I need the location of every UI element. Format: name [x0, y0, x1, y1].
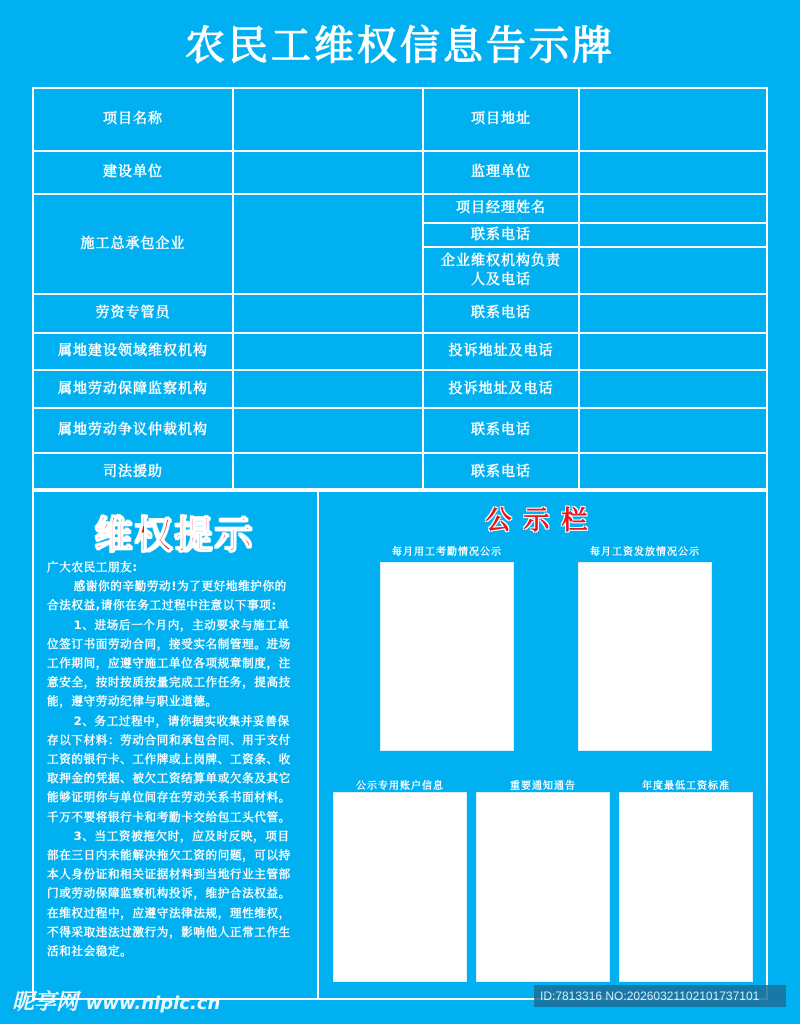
- value-local-construction-rights[interactable]: [232, 332, 424, 371]
- watermark-url: www.nipic.cn: [85, 993, 221, 1014]
- label-legal-aid: 司法援助: [32, 452, 234, 492]
- label-min-wage: 年度最低工资标准: [642, 781, 730, 792]
- label-construction-unit: 建设单位: [32, 150, 234, 195]
- label-project-address: 项目地址: [422, 87, 580, 152]
- label-project-manager: 项目经理姓名: [422, 193, 580, 224]
- label-notice: 重要通知通告: [510, 781, 576, 792]
- value-rights-person[interactable]: [578, 246, 768, 295]
- label-attendance: 每月用工考勤情况公示: [392, 547, 502, 558]
- label-contact-phone: 联系电话: [422, 452, 580, 492]
- label-rights-person: 企业维权机构负责人及电话: [422, 246, 580, 295]
- label-contact-phone: 联系电话: [422, 293, 580, 334]
- value-complaint[interactable]: [578, 369, 768, 409]
- tips-text: [47, 558, 299, 961]
- label-local-construction-rights: 属地建设领域维权机构: [32, 332, 234, 371]
- value-project-name[interactable]: [232, 87, 424, 152]
- label-complaint: 投诉地址及电话: [422, 332, 580, 371]
- value-local-labor-inspection[interactable]: [232, 369, 424, 409]
- value-contact-phone[interactable]: [578, 293, 768, 334]
- label-complaint: 投诉地址及电话: [422, 369, 580, 409]
- label-contact-phone: 联系电话: [422, 407, 580, 454]
- value-complaint[interactable]: [578, 332, 768, 371]
- value-labor-manager[interactable]: [232, 293, 424, 334]
- tips-title: 维权提示: [94, 513, 255, 557]
- label-supervision-unit: 监理单位: [422, 150, 580, 195]
- value-general-contractor[interactable]: [232, 193, 424, 295]
- tips-paragraph: 感谢你的辛勤劳动!为了更好地维护你的合法权益,请你在务工过程中注意以下事项:: [47, 579, 287, 613]
- board-account: [333, 792, 467, 982]
- watermark-id: ID:7813316 NO:20260321102101737101: [534, 985, 786, 1007]
- value-project-address[interactable]: [578, 87, 768, 152]
- value-contact-phone[interactable]: [578, 452, 768, 492]
- label-account: 公示专用账户信息: [356, 781, 444, 792]
- label-project-name: 项目名称: [32, 87, 234, 152]
- watermark-logo: [12, 985, 220, 1016]
- label-wages: 每月工资发放情况公示: [590, 547, 700, 558]
- board-notice: [476, 792, 610, 982]
- label-local-labor-inspection: 属地劳动保障监察机构: [32, 369, 234, 409]
- label-general-contractor: 施工总承包企业: [32, 193, 234, 295]
- board-min-wage: [619, 792, 753, 982]
- value-construction-unit[interactable]: [232, 150, 424, 195]
- watermark-logo-text: 昵享网: [12, 990, 79, 1015]
- label-local-labor-arbitration: 属地劳动争议仲裁机构: [32, 407, 234, 454]
- value-legal-aid[interactable]: [232, 452, 424, 492]
- value-contact-phone[interactable]: [578, 222, 768, 248]
- board-wages: [578, 562, 712, 751]
- value-local-labor-arbitration[interactable]: [232, 407, 424, 454]
- tips-paragraph: 2、务工过程中，请你据实收集并妥善保存以下材料：劳动合同和承包合同、用于支付工资的银行卡、工作牌或上岗牌、工资条、收取押金的凭据、被欠工资结算单或欠条及其它能够证明你与单位间存在劳动关系书面材料。千万不要将银行卡和考勤卡交给包工头代管。: [47, 713, 291, 824]
- board-attendance: [380, 562, 514, 751]
- value-project-manager[interactable]: [578, 193, 768, 224]
- tips-paragraph: 1、进场后一个月内，主动要求与施工单位签订书面劳动合同，接受实名制管理。进场工作期间，应遵守施工单位各项规章制度，注意安全，按时按质按量完成工作任务，提高技能，遵守劳动纪律与职业道德。: [47, 617, 291, 709]
- label-contact-phone: 联系电话: [422, 222, 580, 248]
- value-contact-phone[interactable]: [578, 407, 768, 454]
- page-title: 农民工维权信息告示牌: [185, 23, 615, 69]
- board-title: 公示栏: [485, 506, 600, 536]
- tips-greeting: 广大农民工朋友:: [47, 560, 138, 574]
- label-labor-manager: 劳资专管员: [32, 293, 234, 334]
- tips-paragraph: 3、当工资被拖欠时，应及时反映，项目部在三日内未能解决拖欠工资的问题，可以持本人身份证和相关证据材料到当地行业主管部门或劳动保障监察机构投诉，维护合法权益。在维权过程中，应遵守法律法规，理性维权， 不得采取违法过激行为，影响他人正常工作生活和社会稳定。: [47, 828, 291, 959]
- value-supervision-unit[interactable]: [578, 150, 768, 195]
